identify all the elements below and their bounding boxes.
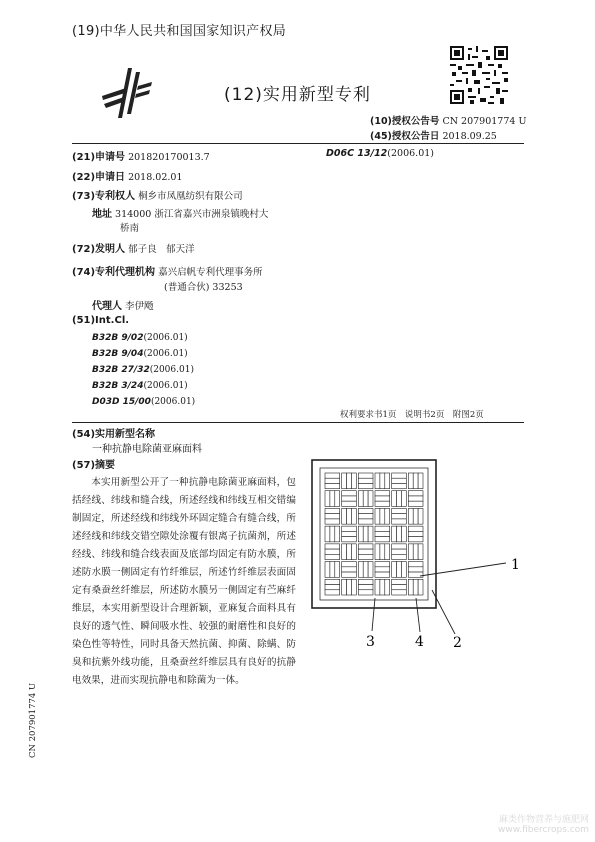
weave-cell xyxy=(408,544,423,560)
figure-label-1: 1 xyxy=(511,557,520,573)
utility-model-title: 一种抗静电除菌亚麻面料 xyxy=(92,444,202,455)
weave-cell xyxy=(392,508,407,524)
watermark-cn: 麻类作物营养与施肥网 xyxy=(498,815,589,825)
application-number: 201820170013.7 xyxy=(128,152,210,163)
divider xyxy=(72,143,524,144)
weave-cell xyxy=(342,562,357,578)
main-classification xyxy=(326,148,434,159)
weave-cell xyxy=(392,491,407,507)
agency-label: (74)专利代理机构 xyxy=(72,267,156,278)
weave-cell xyxy=(408,579,423,595)
document-type: (12)实用新型专利 xyxy=(224,85,371,105)
weave-cell xyxy=(358,473,373,489)
figure-label-2: 2 xyxy=(453,635,462,651)
weave-cell xyxy=(392,473,407,489)
inventor-names: 郁子良 郁天洋 xyxy=(128,244,195,255)
page-count: 权利要求书1页 说明书2页 附图2页 xyxy=(340,410,484,420)
publication-date-label: (45)授权公告日 xyxy=(370,131,440,142)
address-line2: 桥南 xyxy=(120,223,140,234)
weave-cell xyxy=(408,526,423,542)
weave-cell xyxy=(342,473,357,489)
weave-cell xyxy=(375,579,390,595)
weave-cell xyxy=(342,544,357,560)
weave-cell xyxy=(392,526,407,542)
title-label: (54)实用新型名称 xyxy=(72,429,156,440)
main-class-year: (2006.01) xyxy=(387,148,434,159)
publication-number-label: (10)授权公告号 xyxy=(370,116,440,127)
weave-cell xyxy=(325,526,340,542)
ipc-item: B32B 9/02(2006.01) xyxy=(92,333,188,343)
publication-number-row xyxy=(370,113,526,127)
publication-number: CN 207901774 U xyxy=(442,116,527,127)
address-label: 地址 xyxy=(92,209,112,220)
publication-date-row xyxy=(370,128,497,142)
agency-line2: (普通合伙) 33253 xyxy=(164,282,243,293)
inventor-row xyxy=(72,240,195,255)
watermark-url: www.fibercrops.com xyxy=(498,825,589,835)
weave-cell xyxy=(392,544,407,560)
weave-cell xyxy=(408,473,423,489)
inventor-label: (72)发明人 xyxy=(72,244,126,255)
ipc-item: B32B 3/24(2006.01) xyxy=(92,381,188,391)
figure-label-4: 4 xyxy=(415,634,424,650)
application-date-row xyxy=(72,168,183,183)
weave-cell xyxy=(408,491,423,507)
weave-cell xyxy=(358,562,373,578)
weave-cell xyxy=(375,526,390,542)
ipc-item: B32B 9/04(2006.01) xyxy=(92,349,188,359)
intcl-label: (51)Int.Cl. xyxy=(72,315,130,326)
patentee-row xyxy=(72,187,243,202)
weave-cell xyxy=(358,544,373,560)
weave-cell xyxy=(342,508,357,524)
abstract-text: 本实用新型公开了一种抗静电除菌亚麻面料，包括经线、纬线和缝合线，所述经线和纬线互相交错编制固定，所述经线和纬线外环固定缝合有缝合线，所述经线和纬线交错空隙处涂覆有银离子抗菌剂，所述经线、纬线和缝合线表面及底部均固定有防水膜，所述防水膜一侧固定有竹纤维层，所述竹纤维层表面固定有桑蚕丝纤维层，所述防水膜另一侧固定有苎麻纤维层，本实用新型设计合理新颖，亚麻复合面料具有良好的透气性、瞬间吸水性、较强的耐磨性和良好的染色性等特性，同时具备天然抗菌、抑菌、除螨、防臭和抗紫外线功能，且桑蚕丝纤维层具有良好的抗静电效果，进而实现抗静电和除菌为一体。 xyxy=(72,477,296,686)
weave-cell xyxy=(325,544,340,560)
main-class-code: D06C 13/12 xyxy=(326,148,388,159)
weave-cell xyxy=(392,562,407,578)
weave-cell xyxy=(325,491,340,507)
weave-cell xyxy=(408,508,423,524)
weave-cell xyxy=(375,473,390,489)
weave-cell xyxy=(358,508,373,524)
weave-cell xyxy=(325,562,340,578)
figure-label-3: 3 xyxy=(366,634,375,650)
weave-cell xyxy=(342,579,357,595)
address-row xyxy=(92,205,268,220)
cnipa-logo-icon xyxy=(98,66,154,122)
weave-cell xyxy=(325,473,340,489)
ipc-item: D03D 15/00(2006.01) xyxy=(92,397,196,407)
agent-label: 代理人 xyxy=(92,301,122,312)
patentee-label: (73)专利权人 xyxy=(72,191,136,202)
agency-row xyxy=(72,263,263,278)
weave-cell xyxy=(358,491,373,507)
office-header: (19)中华人民共和国国家知识产权局 xyxy=(72,24,287,39)
weave-cell xyxy=(375,544,390,560)
abstract-label: (57)摘要 xyxy=(72,460,116,471)
publication-date: 2018.09.25 xyxy=(442,131,497,142)
weave-cell xyxy=(358,526,373,542)
weave-cell xyxy=(392,579,407,595)
application-number-label: (21)申请号 xyxy=(72,152,126,163)
address-line1: 314000 浙江省嘉兴市洲泉镇晚村大 xyxy=(115,209,269,220)
weave-cell xyxy=(342,491,357,507)
application-date: 2018.02.01 xyxy=(128,172,183,183)
qr-code-icon xyxy=(450,46,508,104)
weave-cell xyxy=(408,562,423,578)
weave-cell xyxy=(358,579,373,595)
weave-cell xyxy=(375,562,390,578)
application-date-label: (22)申请日 xyxy=(72,172,126,183)
agent-name: 李伊飏 xyxy=(125,301,154,312)
divider xyxy=(72,422,524,423)
weave-cell xyxy=(375,508,390,524)
agency-name: 嘉兴启帆专利代理事务所 xyxy=(158,267,263,278)
ipc-item: B32B 27/32(2006.01) xyxy=(92,365,194,375)
weave-cell xyxy=(375,491,390,507)
patentee-name: 桐乡市凤凰纺织有限公司 xyxy=(138,191,243,202)
weave-cell xyxy=(342,526,357,542)
side-publication-number: CN 207901774 U xyxy=(28,682,38,758)
leader-line xyxy=(432,590,455,634)
weave-cell xyxy=(325,508,340,524)
agent-row xyxy=(92,297,154,312)
application-number-row xyxy=(72,148,210,163)
weave-figure xyxy=(308,456,530,662)
weave-cell xyxy=(325,579,340,595)
